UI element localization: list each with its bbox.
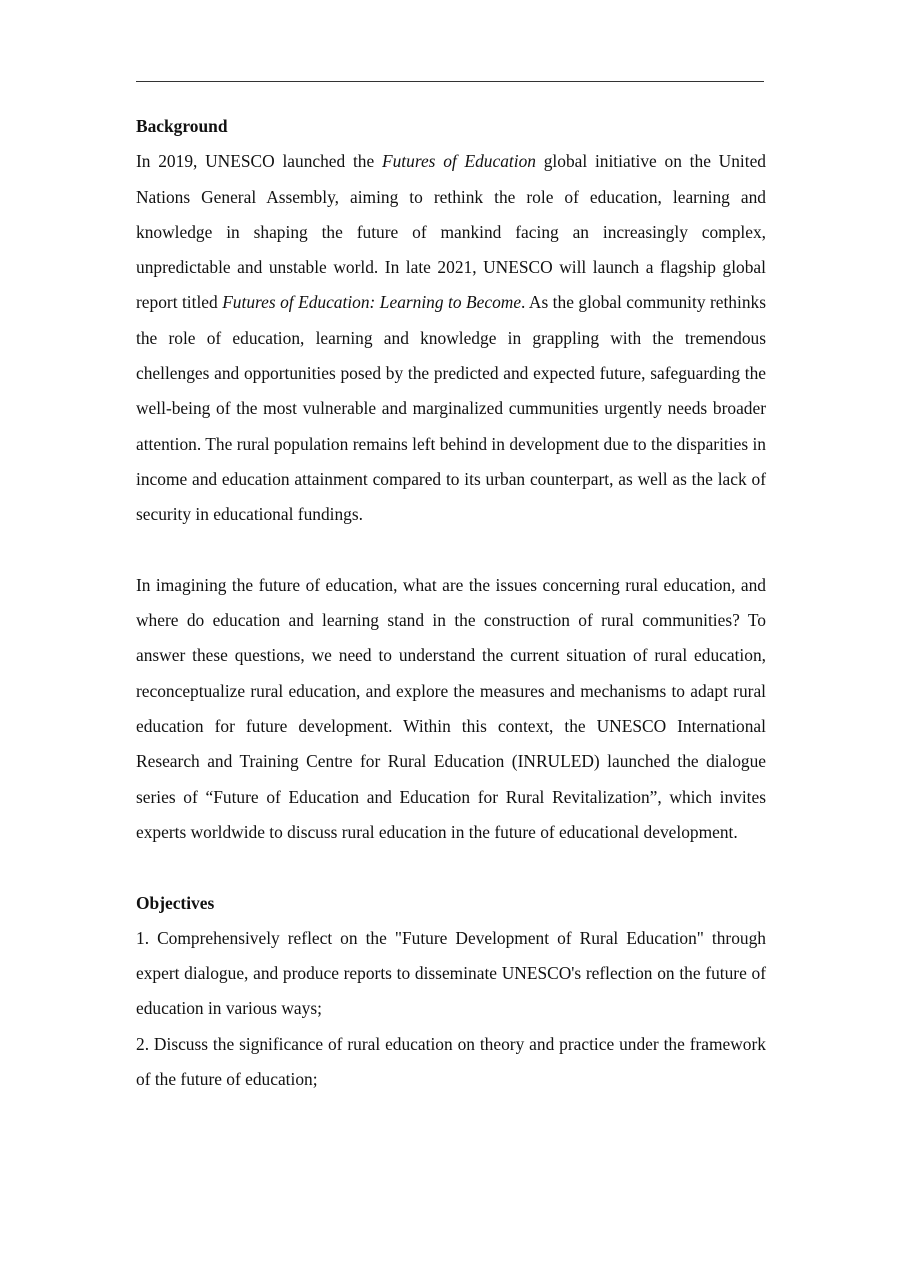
background-paragraph-1-text-a: In 2019, UNESCO launched the <box>136 151 382 172</box>
document-body <box>136 109 766 1097</box>
background-paragraph-1 <box>136 144 766 532</box>
futures-of-education-title: Futures of Education <box>381 151 536 172</box>
background-heading: Background <box>136 116 228 136</box>
global-report-title: Futures of Education: Learning to Become <box>222 292 522 313</box>
background-paragraph-1-text-b: global initiative on the United Nations General Assembly, aiming to rethink the role of education, learning and knowledge in shaping the future of mankind facing an increasingly complex, unpredictable and unstable world. In late 2021, UNESCO will launch a flagship global report titled <box>136 151 766 313</box>
header-rule-divider <box>136 81 764 82</box>
paragraph-spacer <box>136 533 766 568</box>
objectives-heading: Objectives <box>136 892 215 913</box>
background-paragraph-1-text-c: . As the global community rethinks the role of education, learning and knowledge in grappling with the tremendous chellenges and opportunities posed by the predicted and expected future, safeguarding the well-being of the most vulnerable and marginalized cummunities urgently needs broader attention. The rural population remains left behind in development due to the disparities in income and education attainment compared to its urban counterpart, as well as the lack of security in educational fundings. <box>136 292 766 525</box>
background-paragraph-2: In imagining the future of education, what are the issues concerning rural education, and where do education and learning stand in the construction of rural communities? To answer these questions, we need to understand the current situation of rural education, reconceptualize rural education, and explore the measures and mechanisms to adapt rural education for future development. Within this context, the UNESCO International Research and Training Centre for Rural Education (INRULED) launched the dialogue series of “Future of Education and Education for Rural Revitalization”, which invites experts worldwide to discuss rural education in the future of educational development. <box>136 574 766 842</box>
objective-item-2: 2. Discuss the significance of rural education on theory and practice under the framework of the future of education; <box>136 1033 766 1090</box>
paragraph-spacer <box>136 850 766 885</box>
objective-item-1: 1. Comprehensively reflect on the "Future Development of Rural Education" through expert dialogue, and produce reports to disseminate UNESCO's reflection on the future of education in various ways; <box>136 927 766 1019</box>
